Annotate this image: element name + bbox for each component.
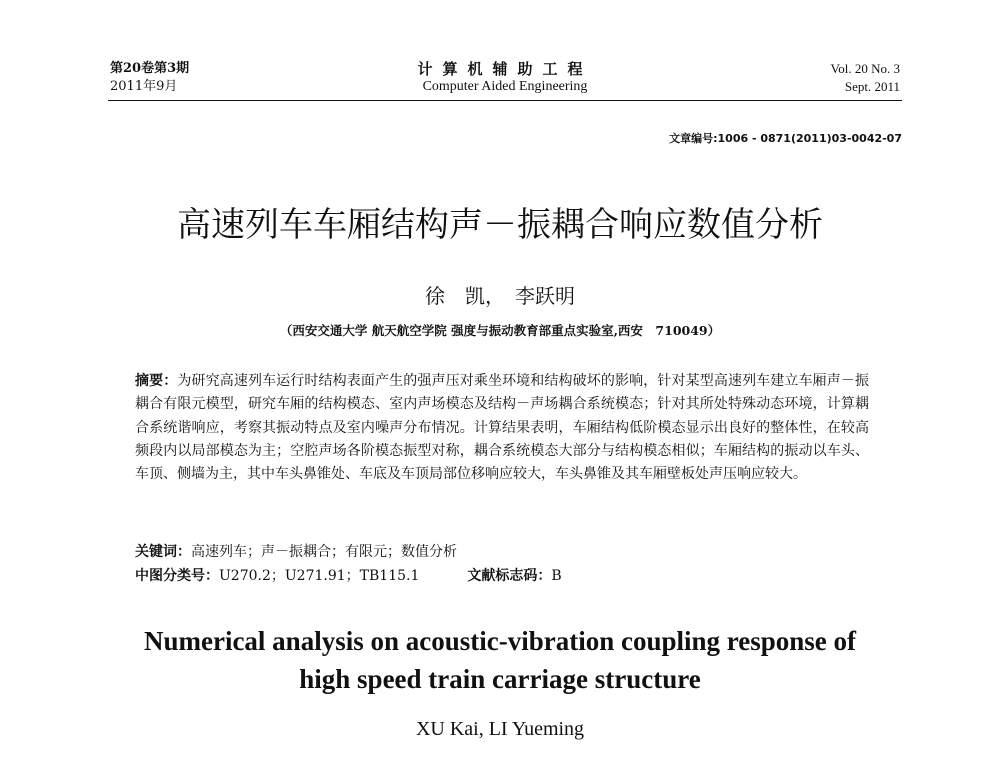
header-journal-en: Computer Aided Engineering <box>422 79 588 94</box>
abstract-label: 摘要： <box>135 373 178 389</box>
header-volume-en: Vol. 20 No. 3 <box>830 61 900 76</box>
keywords <box>135 541 869 564</box>
title-en-line2: high speed train carriage structure <box>299 664 701 694</box>
clc-label: 中图分类号： <box>135 568 219 584</box>
affiliation-cn: （西安交通大学 航天航空学院 强度与振动教育部重点实验室,西安 710049） <box>279 323 721 338</box>
title-en <box>0 622 1000 698</box>
keywords-text: 高速列车；声－振耦合；有限元；数值分析 <box>191 544 457 560</box>
header-date-en: Sept. 2011 <box>844 79 900 94</box>
header-issue-cn: 第20卷第3期 <box>110 61 190 76</box>
abstract-text: 为研究高速列车运行时结构表面产生的强声压对乘坐环境和结构破坏的影响，针对某型高速列车建立车厢声－振耦合有限元模型，研究车厢的结构模态、室内声场模态及结构－声场耦合系统模态；针对其所处特殊动态环境，计算耦合系统谐响应，考察其振动特点及室内噪声分布情况。计算结果表明，车厢结构低阶模态显示出良好的整体性，在较高频段内以局部模态为主；空腔声场各阶模态振型对称，耦合系统模态大部分与结构模态相似；车厢结构的振动以车头、车顶、侧墙为主，其中车头鼻锥处、车底及车顶局部位移响应较大，车头鼻锥及其车厢壁板处声压响应较大。 <box>135 373 870 483</box>
doc-code: B <box>551 568 562 584</box>
header-date-cn: 2011年9月 <box>110 79 178 94</box>
abstract <box>135 370 869 486</box>
header-volume-block <box>831 60 900 96</box>
title-cn: 高速列车车厢结构声－振耦合响应数值分析 <box>177 205 823 245</box>
authors-cn: 徐 凯， 李跃明 <box>425 284 575 308</box>
authors-en: XU Kai, LI Yueming <box>415 718 585 740</box>
article-number: 文章编号:1006 - 0871(2011)03-0042-07 <box>669 132 902 145</box>
header-journal-cn: 计算机辅助工程 <box>417 60 593 78</box>
header-rule <box>108 100 902 101</box>
classification <box>135 565 869 588</box>
journal-header <box>110 60 900 104</box>
doc-code-label: 文献标志码： <box>467 568 552 584</box>
header-journal-block <box>110 60 900 96</box>
keywords-label: 关键词： <box>135 544 191 560</box>
title-en-line1: Numerical analysis on acoustic-vibration coupling response of <box>143 626 857 656</box>
clc-text: U270.2；U271.91；TB115.1 <box>219 568 420 584</box>
